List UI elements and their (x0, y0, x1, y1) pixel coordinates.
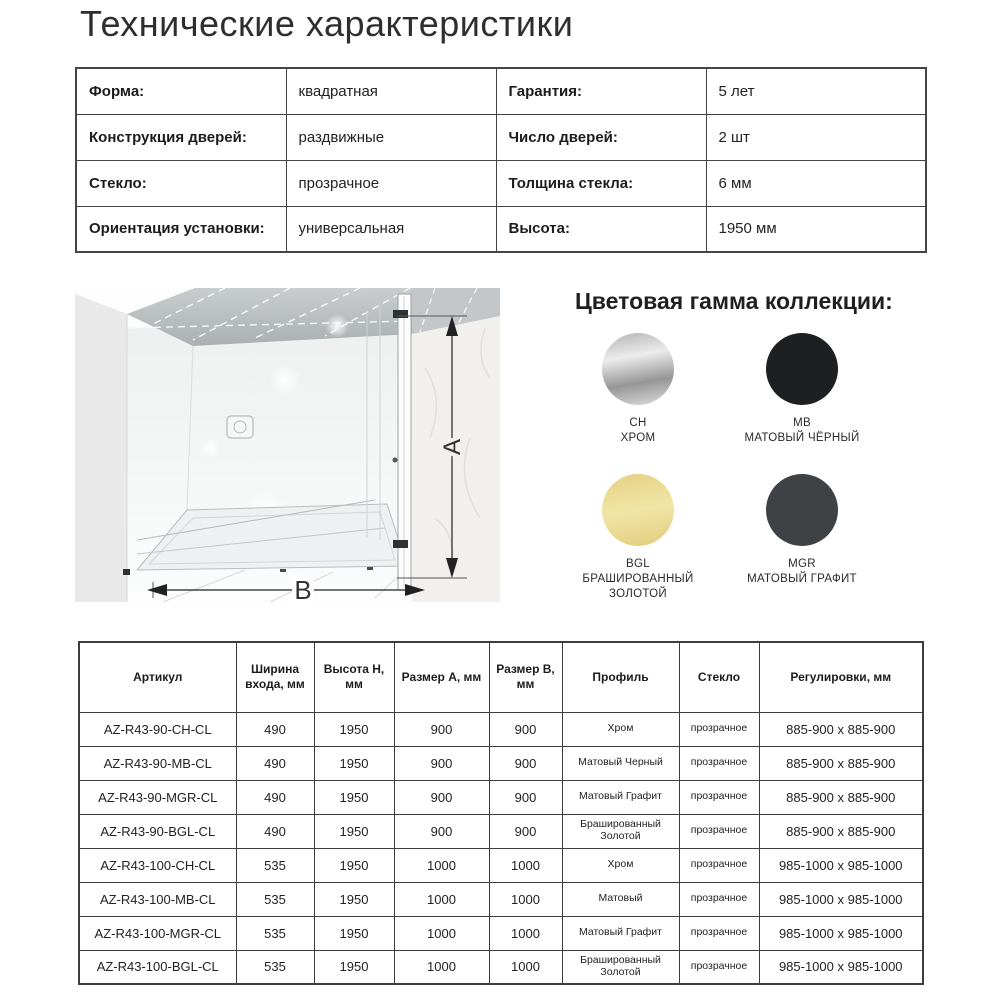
color-swatch (720, 333, 884, 474)
products-table (78, 641, 924, 985)
products-cell: 1950 (314, 746, 394, 780)
products-cell: 900 (394, 746, 489, 780)
spec-value: 1950 мм (706, 206, 926, 252)
swatch-code: BGL (626, 558, 650, 570)
products-cell: 1000 (489, 882, 562, 916)
products-row (79, 950, 923, 984)
products-cell: 985-1000 x 985-1000 (759, 882, 923, 916)
products-row (79, 848, 923, 882)
products-cell: 535 (236, 916, 314, 950)
products-cell: 490 (236, 746, 314, 780)
products-cell: прозрачное (679, 916, 759, 950)
shower-top-view-diagram (75, 288, 500, 602)
products-row (79, 882, 923, 916)
products-cell: 1000 (489, 848, 562, 882)
products-cell: AZ-R43-90-MB-CL (79, 746, 236, 780)
products-cell: 490 (236, 712, 314, 746)
products-cell: 900 (394, 780, 489, 814)
products-cell: 900 (394, 712, 489, 746)
colors-section-title: Цветовая гамма коллекции: (575, 288, 893, 314)
products-cell: 885-900 x 885-900 (759, 780, 923, 814)
products-table-head (79, 642, 923, 712)
products-cell: 1950 (314, 814, 394, 848)
dimension-a-label: A (439, 438, 466, 456)
products-cell: AZ-R43-90-BGL-CL (79, 814, 236, 848)
products-row (79, 780, 923, 814)
products-cell: 985-1000 x 985-1000 (759, 848, 923, 882)
products-cell: Хром (562, 712, 679, 746)
swatch-name: ХРОМ (620, 431, 656, 444)
products-cell: Хром (562, 848, 679, 882)
products-cell: AZ-R43-100-MB-CL (79, 882, 236, 916)
spec-label: Форма: (76, 68, 286, 114)
spec-row (76, 160, 926, 206)
spec-row (76, 206, 926, 252)
products-cell: 1950 (314, 712, 394, 746)
products-row (79, 814, 923, 848)
spec-row (76, 114, 926, 160)
spec-label: Ориентация установки: (76, 206, 286, 252)
products-cell: 1000 (394, 950, 489, 984)
products-cell: 985-1000 x 985-1000 (759, 916, 923, 950)
products-cell: 900 (489, 780, 562, 814)
products-header-cell: Ширина входа, мм (236, 642, 314, 712)
products-cell: прозрачное (679, 848, 759, 882)
spec-row (76, 68, 926, 114)
spec-value: 6 мм (706, 160, 926, 206)
spec-value: 2 шт (706, 114, 926, 160)
swatch-code: MGR (788, 558, 816, 570)
products-cell: AZ-R43-100-MGR-CL (79, 916, 236, 950)
products-header-row (79, 642, 923, 712)
spec-value: квадратная (286, 68, 496, 114)
products-cell: 985-1000 x 985-1000 (759, 950, 923, 984)
swatch-name: БРАШИРОВАННЫЙ ЗОЛОТОЙ (582, 572, 694, 600)
swatch-name: МАТОВЫЙ ГРАФИТ (747, 572, 857, 585)
specs-table-body (76, 68, 926, 252)
spec-label: Конструкция дверей: (76, 114, 286, 160)
products-cell: прозрачное (679, 882, 759, 916)
products-cell: 900 (489, 746, 562, 780)
products-row (79, 916, 923, 950)
swatch-code: CH (629, 417, 647, 429)
spec-label: Стекло: (76, 160, 286, 206)
spec-value: раздвижные (286, 114, 496, 160)
products-cell: AZ-R43-100-CH-CL (79, 848, 236, 882)
products-cell: Брашированный Золотой (562, 950, 679, 984)
swatch-label (621, 416, 656, 446)
swatch-name: МАТОВЫЙ ЧЁРНЫЙ (744, 431, 860, 444)
products-cell: 1950 (314, 882, 394, 916)
products-cell: 900 (489, 814, 562, 848)
products-cell: AZ-R43-90-MGR-CL (79, 780, 236, 814)
color-swatch-grid (556, 333, 896, 615)
swatch-circle-icon (602, 333, 674, 405)
products-cell: прозрачное (679, 814, 759, 848)
products-cell: AZ-R43-100-BGL-CL (79, 950, 236, 984)
products-cell: Матовый Графит (562, 780, 679, 814)
color-swatch (720, 474, 884, 615)
spec-label: Число дверей: (496, 114, 706, 160)
products-cell: 1000 (489, 950, 562, 984)
products-header-cell: Стекло (679, 642, 759, 712)
products-cell: прозрачное (679, 950, 759, 984)
products-cell: прозрачное (679, 746, 759, 780)
swatch-circle-icon (766, 474, 838, 546)
spec-value: прозрачное (286, 160, 496, 206)
products-row (79, 746, 923, 780)
products-cell: 1000 (394, 848, 489, 882)
spec-value: универсальная (286, 206, 496, 252)
products-cell: 1000 (489, 916, 562, 950)
spec-label: Высота: (496, 206, 706, 252)
products-cell: 490 (236, 814, 314, 848)
products-cell: 535 (236, 950, 314, 984)
page-title: Технические характеристики (80, 3, 574, 44)
products-cell: 885-900 x 885-900 (759, 712, 923, 746)
products-cell: прозрачное (679, 712, 759, 746)
products-cell: 885-900 x 885-900 (759, 746, 923, 780)
products-cell: Матовый Графит (562, 916, 679, 950)
products-cell: прозрачное (679, 780, 759, 814)
products-cell: 535 (236, 882, 314, 916)
spec-value: 5 лет (706, 68, 926, 114)
products-cell: Брашированный Золотой (562, 814, 679, 848)
swatch-label (577, 557, 699, 602)
products-cell: Матовый (562, 882, 679, 916)
products-cell: 1950 (314, 916, 394, 950)
swatch-code: MB (793, 417, 811, 429)
products-cell: 1950 (314, 848, 394, 882)
swatch-circle-icon (766, 333, 838, 405)
products-cell: Матовый Черный (562, 746, 679, 780)
products-header-cell: Регулировки, мм (759, 642, 923, 712)
products-cell: 885-900 x 885-900 (759, 814, 923, 848)
products-table-body (79, 712, 923, 984)
products-cell: 900 (489, 712, 562, 746)
products-header-cell: Размер A, мм (394, 642, 489, 712)
products-header-cell: Профиль (562, 642, 679, 712)
products-cell: 1950 (314, 950, 394, 984)
products-cell: 490 (236, 780, 314, 814)
products-header-cell: Размер B, мм (489, 642, 562, 712)
swatch-circle-icon (602, 474, 674, 546)
swatch-label (747, 557, 857, 587)
products-cell: 1950 (314, 780, 394, 814)
spec-label: Гарантия: (496, 68, 706, 114)
products-cell: AZ-R43-90-CH-CL (79, 712, 236, 746)
drain (227, 416, 253, 438)
products-header-cell: Артикул (79, 642, 236, 712)
products-cell: 1000 (394, 916, 489, 950)
products-header-cell: Высота H, мм (314, 642, 394, 712)
specs-table (75, 67, 927, 253)
products-cell: 1000 (394, 882, 489, 916)
spec-label: Толщина стекла: (496, 160, 706, 206)
color-swatch (556, 333, 720, 474)
left-wall (75, 294, 127, 602)
products-row (79, 712, 923, 746)
color-swatch (556, 474, 720, 615)
dimension-b-label: B (294, 575, 312, 602)
swatch-label (744, 416, 859, 446)
products-cell: 535 (236, 848, 314, 882)
products-cell: 900 (394, 814, 489, 848)
